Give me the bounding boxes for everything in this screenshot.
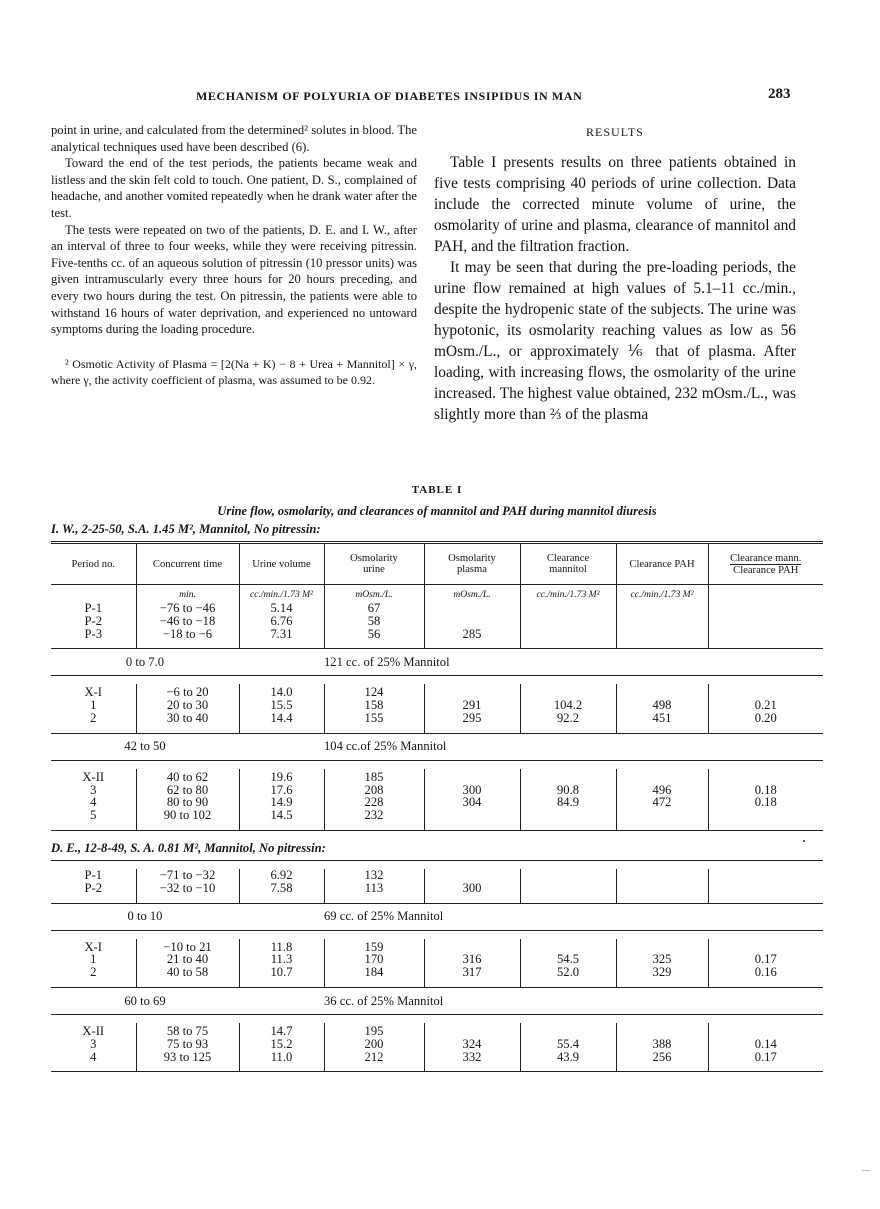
cell-value: 0.18	[754, 782, 777, 797]
cell-value: −46 to −18	[159, 613, 216, 628]
cell-volume	[239, 939, 324, 988]
cell-value: X-II	[82, 1023, 105, 1038]
table-block	[51, 869, 823, 903]
cell-value: 208	[364, 782, 384, 797]
cell-osm-urine	[324, 769, 424, 831]
cell-volume	[239, 1023, 324, 1072]
cell-value: 52.0	[556, 965, 580, 980]
cell-period	[51, 939, 136, 988]
cell-value	[425, 771, 520, 784]
cell-value: P-1	[84, 601, 102, 615]
cell-value: 7.58	[270, 880, 293, 895]
injection-row	[51, 649, 823, 676]
injection-time: 42 to 50	[51, 733, 239, 760]
cell-value	[617, 628, 708, 641]
cell-period	[51, 684, 136, 733]
cell-value: 104.2	[553, 698, 583, 713]
table-header-row	[51, 543, 823, 585]
cell-value	[425, 869, 520, 882]
cell-value	[425, 615, 520, 628]
cell-value	[521, 809, 616, 822]
cell-value: 14.9	[270, 795, 293, 810]
cell-value	[521, 882, 616, 895]
cell-value: 132	[364, 867, 384, 882]
cell-value: P-3	[84, 626, 102, 641]
cell-value: 195	[364, 1023, 384, 1038]
cell-osm-urine	[324, 602, 424, 649]
cell-volume	[239, 602, 324, 649]
cell-value: 11.0	[270, 1049, 293, 1064]
cell-value	[521, 602, 616, 615]
header-period: Period no.	[51, 543, 136, 585]
cell-period	[51, 602, 136, 649]
cell-value: 4	[90, 795, 97, 810]
cell-value: −6 to 20	[166, 685, 209, 700]
cell-time	[136, 769, 239, 831]
cell-osm-urine	[324, 869, 424, 903]
cell-value: 113	[364, 880, 384, 895]
cell-value: 11.3	[270, 952, 293, 967]
cell-time	[136, 1023, 239, 1072]
cell-value: 472	[652, 795, 672, 810]
table-block	[51, 939, 823, 988]
cell-value: 228	[364, 795, 384, 810]
cell-value: 80 to 90	[166, 795, 209, 810]
cell-value: 2	[90, 710, 97, 725]
cell-cl-mann	[520, 602, 616, 649]
cell-osm-urine	[324, 939, 424, 988]
cell-cl-pah	[616, 602, 708, 649]
cell-value: 300	[462, 782, 482, 797]
cell-value: 21 to 40	[166, 952, 209, 967]
header-cl-pah: Clearance PAH	[616, 543, 708, 585]
left-paragraph-3: The tests were repeated on two of the patients, D. E. and I. W., after an interval of three to four weeks, while they were receiving pitressin. Five-tenths cc. of an aqueous solution of pitressin (10 pressor units) was given intramuscularly every three hours for 20 hours preceding, and every two hours during the test. On pitressin, the patients were able to withstand 16 hours of water deprivation, and experienced no untoward symptoms during the loading procedure.	[51, 222, 417, 337]
left-paragraph-2: Toward the end of the test periods, the patients became weak and listless and the skin felt cold to touch. One patient, D. S., complained of headache, and another vomited repeatedly when he drank water after the test.	[51, 156, 417, 220]
unit-cl-pah: cc./min./1.73 M²	[616, 585, 708, 603]
cell-value: 0.21	[754, 698, 777, 713]
cell-value	[617, 809, 708, 822]
data-table-iw	[51, 541, 823, 831]
cell-cl-pah	[616, 769, 708, 831]
cell-value: 232	[364, 808, 384, 823]
cell-value: 158	[364, 698, 384, 713]
cell-osm-plasma	[424, 602, 520, 649]
cell-value	[709, 628, 824, 641]
unit-osm-urine: mOsm./L.	[324, 585, 424, 603]
running-title: MECHANISM OF POLYURIA OF DIABETES INSIPIDUS IN MAN	[196, 89, 583, 103]
cell-osm-plasma	[424, 1023, 520, 1072]
header-osm-plasma: Osmolarity plasma	[424, 543, 520, 585]
header-time: Concurrent time	[136, 543, 239, 585]
cell-cl-mann	[520, 769, 616, 831]
injection-text: 69 cc. of 25% Mannitol	[324, 903, 823, 930]
table-block	[51, 602, 823, 649]
page-number: 283	[768, 86, 791, 102]
injection-row	[51, 903, 823, 930]
cell-cl-pah	[616, 1023, 708, 1072]
cell-value: 92.2	[556, 710, 580, 725]
cell-ratio	[708, 869, 823, 903]
cell-value: 90.8	[556, 782, 580, 797]
cell-period	[51, 769, 136, 831]
cell-value: 56	[367, 626, 381, 641]
cell-value: 4	[90, 1049, 97, 1064]
header-ratio: $\frac{\text{Clearance mann.}}{\text{Clearance PAH}}$	[708, 543, 823, 585]
cell-value: 0.16	[754, 965, 777, 980]
cell-time	[136, 602, 239, 649]
header-volume: Urine volume	[239, 543, 324, 585]
cell-value: 124	[364, 685, 384, 700]
cell-value: 2	[90, 965, 97, 980]
cell-value: P-2	[84, 613, 102, 628]
cell-value	[709, 771, 824, 784]
left-column	[51, 122, 417, 388]
cell-value: −71 to −32	[159, 867, 216, 882]
injection-time: 0 to 7.0	[51, 649, 239, 676]
cell-osm-urine	[324, 1023, 424, 1072]
cell-value	[617, 602, 708, 615]
cell-cl-mann	[520, 684, 616, 733]
cell-value: 30 to 40	[166, 710, 209, 725]
cell-value: 3	[90, 782, 97, 797]
cell-value: 7.31	[270, 626, 293, 641]
cell-time	[136, 869, 239, 903]
cell-value: 6.92	[270, 867, 293, 882]
subject-label-iw: I. W., 2-25-50, S.A. 1.45 M², Mannitol, No pitressin:	[51, 522, 321, 536]
cell-value: 20 to 30	[166, 698, 209, 713]
cell-ratio	[708, 602, 823, 649]
injection-row	[51, 987, 823, 1014]
cell-value: 14.5	[270, 808, 293, 823]
cell-value: 170	[364, 952, 384, 967]
cell-value: 11.8	[270, 939, 293, 954]
cell-value: 55.4	[556, 1036, 580, 1051]
cell-value: 317	[462, 965, 482, 980]
cell-value	[425, 602, 520, 615]
cell-value: 285	[462, 626, 482, 641]
cell-time	[136, 684, 239, 733]
cell-value: X-I	[84, 685, 102, 700]
cell-cl-mann	[520, 939, 616, 988]
cell-value: 324	[462, 1036, 482, 1051]
table-block	[51, 769, 823, 831]
table-block	[51, 684, 823, 733]
cell-value: 0.17	[754, 952, 777, 967]
cell-value: 14.4	[270, 710, 293, 725]
cell-ratio	[708, 1023, 823, 1072]
cell-cl-mann	[520, 869, 616, 903]
table-label: TABLE I	[411, 484, 463, 496]
cell-value: 17.6	[270, 782, 293, 797]
cell-value	[521, 628, 616, 641]
cell-cl-pah	[616, 684, 708, 733]
cell-value: 15.5	[270, 698, 293, 713]
cell-value: 291	[462, 698, 482, 713]
cell-value: 498	[652, 698, 672, 713]
cell-value: 185	[364, 769, 384, 784]
cell-value: 332	[462, 1049, 482, 1064]
cell-value: 300	[462, 880, 482, 895]
injection-text: 104 cc.of 25% Mannitol	[324, 733, 823, 760]
table-caption: Urine flow, osmolarity, and clearances of mannitol and PAH during mannitol diuresis	[217, 504, 657, 518]
cell-volume	[239, 684, 324, 733]
cell-value: 0.14	[754, 1036, 777, 1051]
cell-value: 19.6	[270, 769, 293, 784]
injection-time: 60 to 69	[51, 987, 239, 1014]
cell-value: X-II	[82, 769, 105, 784]
cell-value: −76 to −46	[159, 601, 216, 615]
cell-value: −18 to −6	[162, 626, 213, 641]
cell-value	[617, 882, 708, 895]
cell-cl-pah	[616, 869, 708, 903]
cell-volume	[239, 869, 324, 903]
cell-value	[521, 869, 616, 882]
cell-value: −32 to −10	[159, 880, 216, 895]
unit-cl-mann: cc./min./1.73 M²	[520, 585, 616, 603]
cell-value: 388	[652, 1036, 672, 1051]
cell-value: 1	[90, 698, 97, 713]
cell-value: 0.17	[754, 1049, 777, 1064]
cell-value: 496	[652, 782, 672, 797]
cell-value: 54.5	[556, 952, 580, 967]
cell-value: 14.7	[270, 1023, 293, 1038]
data-table-de	[51, 860, 823, 1072]
cell-value: 40 to 58	[166, 965, 209, 980]
cell-volume	[239, 769, 324, 831]
cell-value: 75 to 93	[166, 1036, 209, 1051]
cell-value	[617, 771, 708, 784]
cell-value	[709, 882, 824, 895]
cell-value	[617, 615, 708, 628]
cell-value: 15.2	[270, 1036, 293, 1051]
cell-value: 295	[462, 710, 482, 725]
cell-value: 256	[652, 1049, 672, 1064]
cell-value: 304	[462, 795, 482, 810]
cell-value: 67	[367, 601, 381, 615]
subject-label-de: D. E., 12-8-49, S. A. 0.81 M², Mannitol, No pitressin:	[51, 840, 326, 855]
cell-ratio	[708, 769, 823, 831]
cell-value	[617, 869, 708, 882]
cell-osm-plasma	[424, 769, 520, 831]
cell-value: 5.14	[270, 601, 293, 615]
cell-value: X-I	[84, 939, 102, 954]
table-block	[51, 1023, 823, 1072]
cell-value: −10 to 21	[163, 939, 212, 954]
footnote: ² Osmotic Activity of Plasma = [2(Na + K) − 8 + Urea + Mannitol] × γ, where γ, the activity coefficient of plasma, was assumed to be 0.92.	[51, 356, 417, 387]
header-osm-urine: Osmolarity urine	[324, 543, 424, 585]
cell-value	[709, 869, 824, 882]
cell-value: 451	[652, 710, 672, 725]
cell-value: 5	[90, 808, 97, 823]
cell-value: P-1	[84, 867, 102, 882]
cell-value	[521, 1025, 616, 1038]
injection-text: 36 cc. of 25% Mannitol	[324, 987, 823, 1014]
cell-value	[617, 1025, 708, 1038]
right-paragraph-1: Table I presents results on three patients obtained in five tests comprising 40 periods of urine collection. Data include the corrected minute volume of urine, the osmolarity of urine and plasma, clearance of mannitol and PAH, and the filtration fraction.	[434, 154, 796, 255]
table-units-row	[51, 585, 823, 603]
cell-osm-plasma	[424, 684, 520, 733]
cell-value: 93 to 125	[163, 1049, 212, 1064]
cell-value: 155	[364, 710, 384, 725]
unit-time: min.	[136, 585, 239, 603]
cell-value: 329	[652, 965, 672, 980]
cell-time	[136, 939, 239, 988]
header-cl-mann: Clearance mannitol	[520, 543, 616, 585]
cell-value: 43.9	[556, 1049, 580, 1064]
cell-value: 62 to 80	[166, 782, 209, 797]
cell-value: 6.76	[270, 613, 293, 628]
left-paragraph-1: point in urine, and calculated from the determined² solutes in blood. The analytical techniques used have been described (6).	[51, 123, 417, 154]
section-heading: RESULTS	[586, 125, 644, 139]
cell-value	[709, 1025, 824, 1038]
edge-mark	[862, 1170, 870, 1171]
cell-value	[709, 602, 824, 615]
cell-cl-mann	[520, 1023, 616, 1072]
right-column	[434, 122, 796, 425]
cell-ratio	[708, 939, 823, 988]
stray-mark	[803, 840, 805, 842]
cell-period	[51, 1023, 136, 1072]
unit-osm-plasma: mOsm./L.	[424, 585, 520, 603]
cell-osm-urine	[324, 684, 424, 733]
cell-value	[425, 809, 520, 822]
cell-value: P-2	[84, 880, 102, 895]
cell-ratio	[708, 684, 823, 733]
cell-value: 200	[364, 1036, 384, 1051]
table-1	[51, 484, 823, 1072]
cell-value: 3	[90, 1036, 97, 1051]
injection-time: 0 to 10	[51, 903, 239, 930]
cell-osm-plasma	[424, 869, 520, 903]
cell-value	[425, 1025, 520, 1038]
cell-value	[521, 771, 616, 784]
cell-osm-plasma	[424, 939, 520, 988]
unit-volume: cc./min./1.73 M²	[239, 585, 324, 603]
cell-value: 159	[364, 939, 384, 954]
cell-value: 0.20	[754, 710, 777, 725]
cell-value: 316	[462, 952, 482, 967]
running-head	[0, 88, 880, 108]
cell-value: 184	[364, 965, 384, 980]
cell-value: 1	[90, 952, 97, 967]
cell-value: 90 to 102	[163, 808, 212, 823]
cell-value: 10.7	[270, 965, 293, 980]
cell-value: 212	[364, 1049, 384, 1064]
injection-text: 121 cc. of 25% Mannitol	[324, 649, 823, 676]
cell-value	[709, 615, 824, 628]
injection-row	[51, 733, 823, 760]
right-paragraph-2: It may be seen that during the pre-loading periods, the urine flow remained at high values of 5.1–11 cc./min., despite the hydropenic state of the subjects. The urine was hypotonic, its osmolarity reaching values as low as 56 mOsm./L., or approximately ⅙ that of plasma. After loading, with increasing flows, the osmolarity of the urine increased. The highest value obtained, 232 mOsm./L., was slightly more than ⅔ of the plasma	[434, 259, 796, 423]
cell-value: 58	[367, 613, 381, 628]
cell-value: 58 to 75	[166, 1023, 209, 1038]
cell-value	[709, 809, 824, 822]
cell-value: 40 to 62	[166, 769, 209, 784]
cell-value: 14.0	[270, 685, 293, 700]
cell-cl-pah	[616, 939, 708, 988]
cell-value: 325	[652, 952, 672, 967]
cell-value	[521, 615, 616, 628]
cell-period	[51, 869, 136, 903]
cell-value: 84.9	[556, 795, 580, 810]
cell-value: 0.18	[754, 795, 777, 810]
